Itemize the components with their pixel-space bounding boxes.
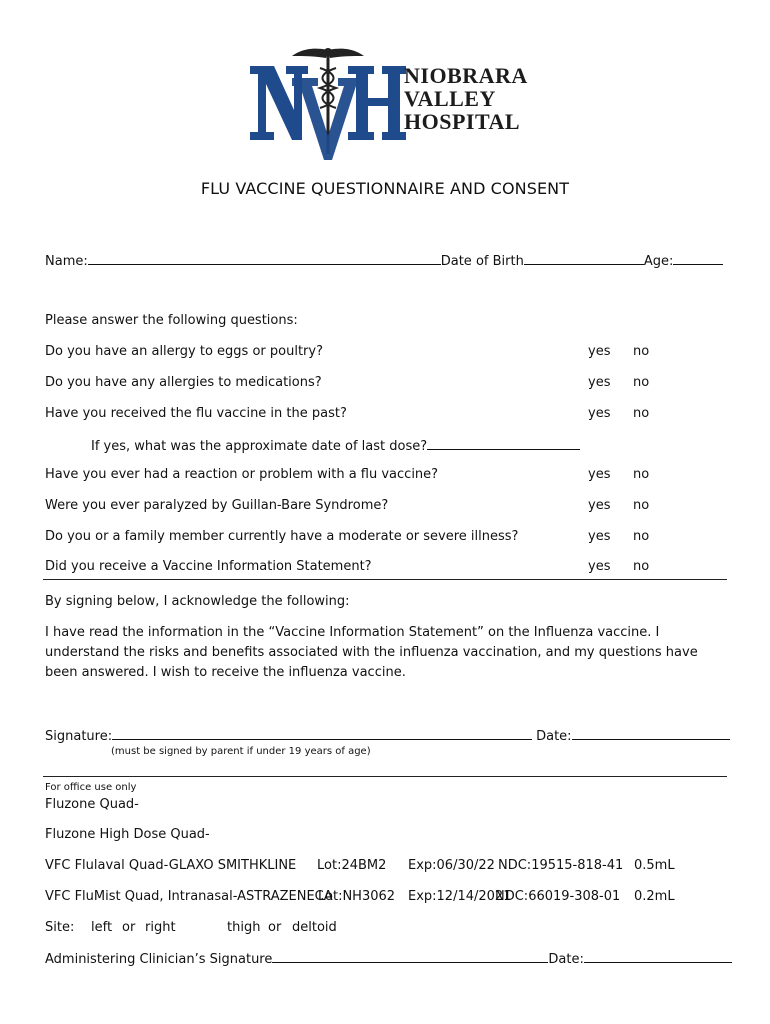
site-deltoid-option[interactable]: deltoid (292, 920, 337, 935)
clinician-row (45, 950, 732, 967)
ack-paragraph: I have read the information in the “Vaccine Information Statement” on the Influenza vaccine. I understand the risks and benefits associated with the influenza vaccination, and my questions have been answered. I wish to receive the influenza vaccine. (45, 625, 698, 680)
hospital-logo (248, 44, 528, 164)
site-right-option[interactable]: right (145, 920, 176, 935)
signature-note: (must be signed by parent if under 19 years of age) (111, 746, 371, 757)
office-divider (43, 776, 727, 777)
signature-date-label: Date: (536, 729, 572, 744)
dob-field[interactable] (524, 252, 644, 265)
vaccine-flulaval-lot: Lot:24BM2 (317, 858, 387, 873)
yes-option-guillain-barre[interactable]: yes (588, 498, 611, 513)
vaccine-fluzone-quad: Fluzone Quad- (45, 797, 139, 812)
no-option-vis[interactable]: no (633, 559, 650, 574)
no-option-reaction[interactable]: no (633, 467, 650, 482)
last-dose-field[interactable] (427, 437, 580, 450)
signature-date-field[interactable] (572, 727, 730, 740)
vaccine-flulaval-name: VFC Flulaval Quad-GLAXO SMITHKLINE (45, 858, 297, 873)
hospital-name-line-3: HOSPITAL (404, 109, 521, 134)
vaccine-flulaval-dose: 0.5mL (634, 858, 675, 873)
hospital-name-line-2: VALLEY (404, 86, 496, 111)
dob-label: Date of Birth (440, 254, 524, 269)
name-field[interactable] (88, 252, 441, 265)
site-label: Site: (45, 920, 75, 935)
age-label: Age: (643, 254, 674, 269)
question-guillain-barre: Were you ever paralyzed by Guillan-Bare Syndrome? (45, 498, 389, 513)
clinician-signature-label: Administering Clinician’s Signature (45, 952, 273, 967)
no-option-medications[interactable]: no (633, 375, 650, 390)
yes-option-illness[interactable]: yes (588, 529, 611, 544)
no-option-illness[interactable]: no (633, 529, 650, 544)
site-left-option[interactable]: left (91, 920, 113, 935)
name-label: Name: (45, 254, 88, 269)
vaccine-flumist-dose: 0.2mL (634, 889, 675, 904)
question-vis: Did you receive a Vaccine Information Statement? (45, 559, 372, 574)
clinician-date-label: Date: (548, 952, 584, 967)
nvh-monogram (248, 44, 408, 164)
yes-option-vis[interactable]: yes (588, 559, 611, 574)
site-or-1: or (122, 920, 136, 935)
question-last-dose: If yes, what was the approximate date of last dose? (91, 439, 428, 454)
hospital-name-line-1: NIOBRARA (404, 63, 528, 88)
last-dose-row (91, 437, 580, 454)
question-eggs: Do you have an allergy to eggs or poultry? (45, 344, 323, 359)
yes-option-past-vaccine[interactable]: yes (588, 406, 611, 421)
form-title: FLU VACCINE QUESTIONNAIRE AND CONSENT (200, 179, 570, 198)
vaccine-flumist-name: VFC FluMist Quad, Intranasal-ASTRAZENECA (45, 889, 333, 904)
question-reaction: Have you ever had a reaction or problem with a flu vaccine? (45, 467, 439, 482)
vaccine-fluzone-high-dose: Fluzone High Dose Quad- (45, 827, 210, 842)
yes-option-reaction[interactable]: yes (588, 467, 611, 482)
signature-field[interactable] (112, 727, 532, 740)
question-illness: Do you or a family member currently have a moderate or severe illness? (45, 529, 519, 544)
vaccine-flumist-lot: Lot:NH3062 (318, 889, 396, 904)
vaccine-flulaval-ndc: NDC:19515-818-41 (498, 858, 624, 873)
vaccine-flumist-exp: Exp:12/14/2021 (408, 889, 512, 904)
site-or-2: or (268, 920, 282, 935)
questions-intro: Please answer the following questions: (45, 313, 298, 328)
vaccine-flumist-ndc: NDC:66019-308-01 (495, 889, 621, 904)
question-medications: Do you have any allergies to medications? (45, 375, 322, 390)
office-heading: For office use only (45, 782, 137, 793)
no-option-guillain-barre[interactable]: no (633, 498, 650, 513)
site-thigh-option[interactable]: thigh (227, 920, 261, 935)
age-field[interactable] (673, 252, 723, 265)
question-past-vaccine: Have you received the flu vaccine in the past? (45, 406, 347, 421)
ack-heading: By signing below, I acknowledge the following: (45, 594, 350, 609)
clinician-signature-field[interactable] (272, 950, 548, 963)
vaccine-flulaval-exp: Exp:06/30/22 (408, 858, 495, 873)
clinician-date-field[interactable] (584, 950, 732, 963)
signature-row (45, 727, 730, 744)
yes-option-eggs[interactable]: yes (588, 344, 611, 359)
yes-option-medications[interactable]: yes (588, 375, 611, 390)
section-divider (43, 579, 727, 580)
no-option-eggs[interactable]: no (633, 344, 650, 359)
no-option-past-vaccine[interactable]: no (633, 406, 650, 421)
hospital-name (404, 64, 528, 133)
name-row (45, 252, 723, 269)
signature-label: Signature: (45, 729, 113, 744)
